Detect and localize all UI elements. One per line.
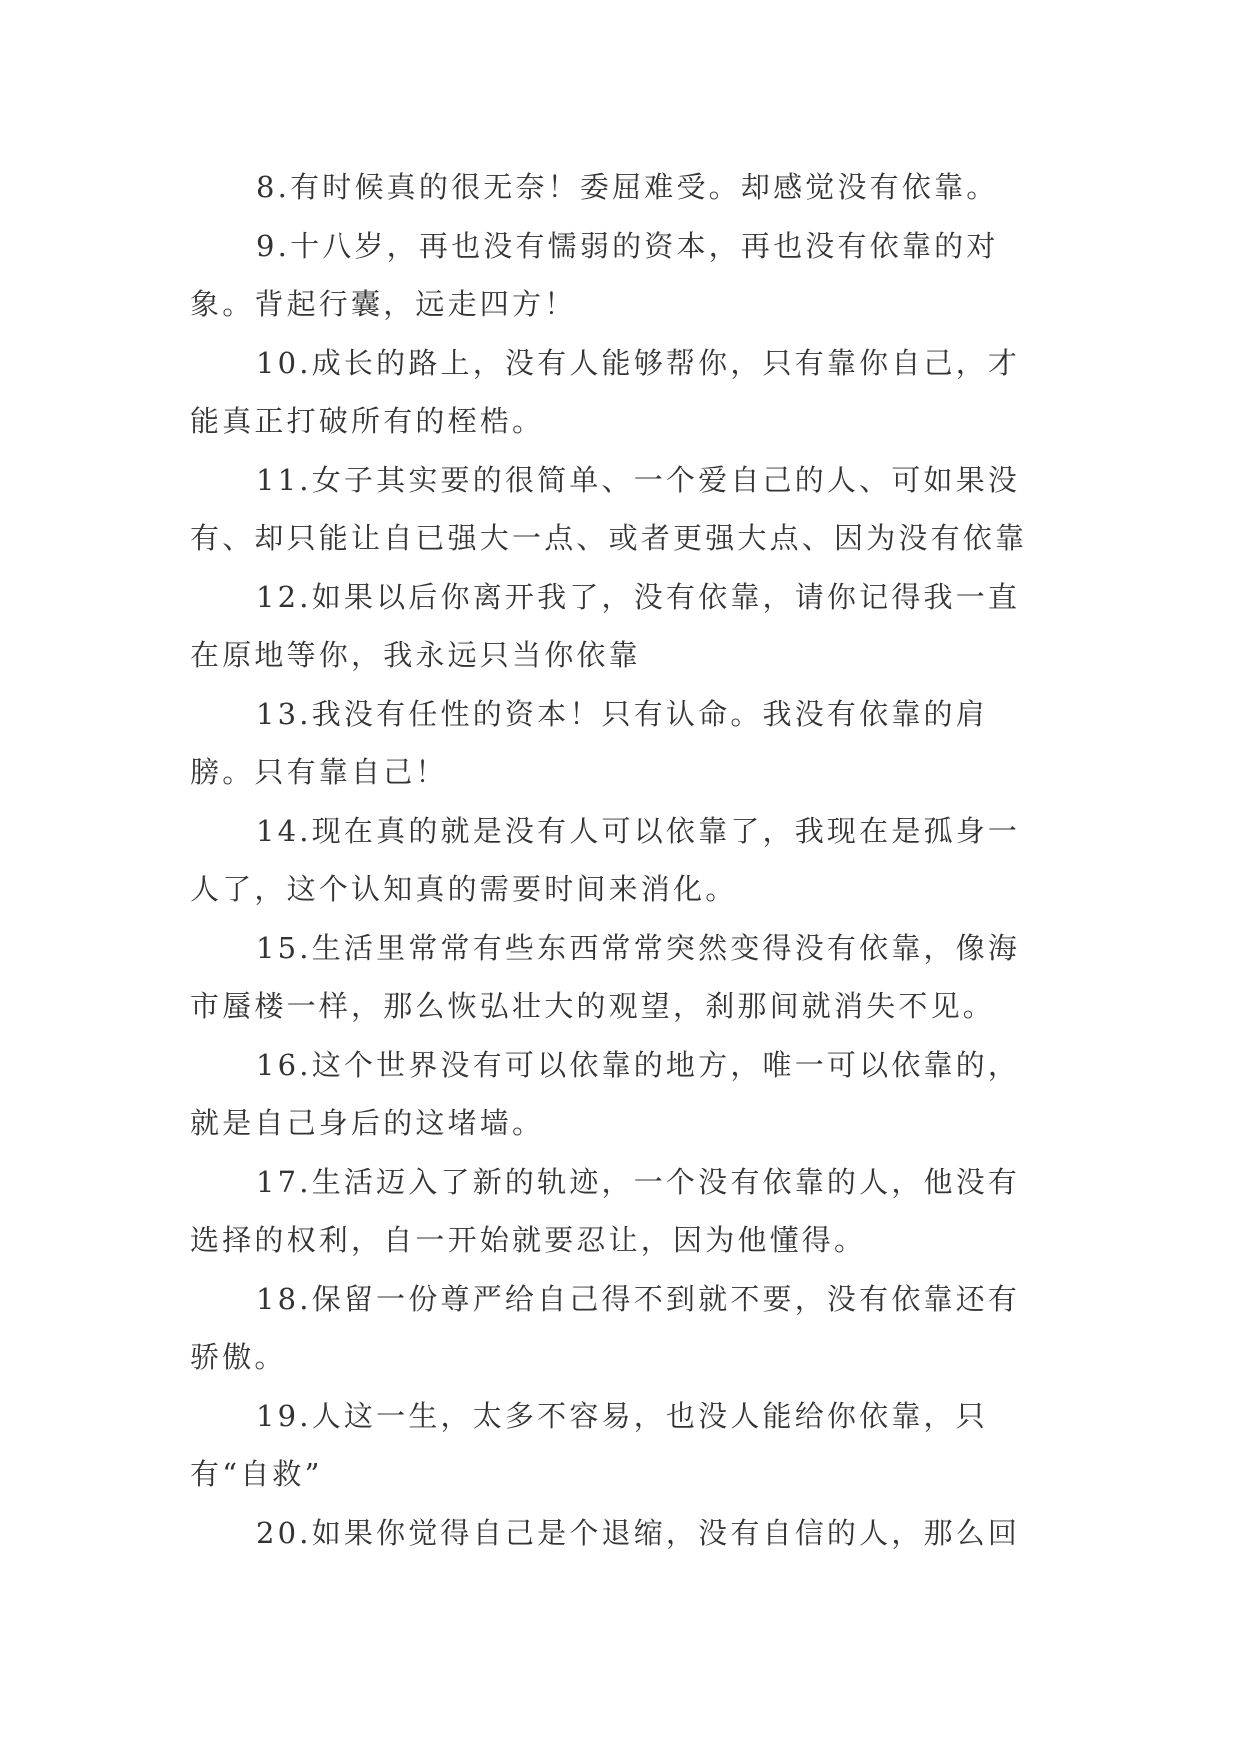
paragraph-14: 14.现在真的就是没有人可以依靠了，我现在是孤身一人了，这个认知真的需要时间来消化。 <box>190 813 1021 906</box>
paragraph-17: 17.生活迈入了新的轨迹，一个没有依靠的人，他没有选择的权利，自一开始就要忍让，因为他懂得。 <box>190 1164 1021 1257</box>
paragraph-13: 13.我没有任性的资本！只有认命。我没有依靠的肩膀。只有靠自己！ <box>190 696 988 789</box>
paragraph-16: 16.这个世界没有可以依靠的地方，唯一可以依靠的，就是自己身后的这堵墙。 <box>190 1047 1021 1140</box>
paragraph-9: 9.十八岁，再也没有懦弱的资本，再也没有依靠的对象。背起行囊，远走四方！ <box>190 228 999 321</box>
document-body <box>190 158 1052 1562</box>
paragraph-15: 15.生活里常常有些东西常常突然变得没有依靠，像海市蜃楼一样，那么恢弘壮大的观望，刹那间就消失不见。 <box>190 930 1021 1023</box>
paragraph-19: 19.人这一生，太多不容易，也没人能给你依靠，只有“自救” <box>190 1398 988 1491</box>
paragraph-12: 12.如果以后你离开我了，没有依靠，请你记得我一直在原地等你，我永远只当你依靠 <box>190 579 1021 672</box>
paragraph-20: 20.如果你觉得自己是个退缩，没有自信的人，那么回 <box>256 1515 1021 1550</box>
paragraph-18: 18.保留一份尊严给自己得不到就不要，没有依靠还有骄傲。 <box>190 1281 1021 1374</box>
paragraph-8: 8.有时候真的很无奈！委屈难受。却感觉没有依靠。 <box>256 170 999 204</box>
paragraph-10: 10.成长的路上，没有人能够帮你，只有靠你自己，才能真正打破所有的桎梏。 <box>190 345 1021 438</box>
paragraph-11: 11.女子其实要的很简单、一个爱自己的人、可如果没有、却只能让自已强大一点、或者更强大点、因为没有依靠 <box>190 462 1028 555</box>
